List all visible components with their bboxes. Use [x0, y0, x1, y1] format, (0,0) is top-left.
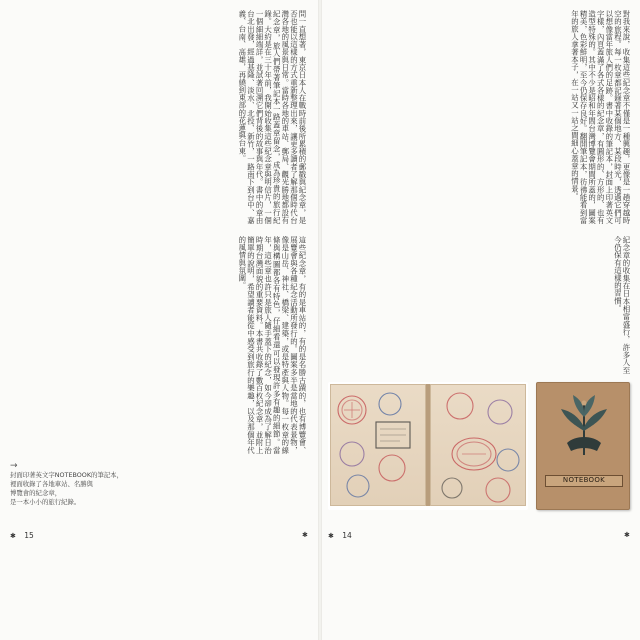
asterisk-icon: ✱	[328, 532, 334, 540]
page-number-text: 15	[24, 531, 34, 540]
caption-line: 封面印著英文字NOTEBOOK的筆記本，	[10, 471, 123, 479]
caption-line: 博覽會的紀念章，	[10, 489, 62, 497]
caption-line: 是一本小小的旅行紀錄。	[10, 498, 81, 506]
asterisk-icon: ✱	[302, 531, 308, 539]
left-body-text-lower: 這些紀念章，有的是車站的，有的是名勝古蹟的，也有博覽會、展覽會與各種紀念活動所發行的。圖案多半是當地的代表景物，像是山岳、神社、橋梁、建築，或是特產與人物。每一枚章的線條與構圖都各有特色，仔細看還可以發現許多有趣的細節。當年，這些章也許只是旅人隨手蓋下的紀念，如今卻成為了解日治時期台灣面貌的重要資料。本書共收錄了數百枚紀念章，並附上簡單的說明，希望讀者能從中感受到旅行的樂趣，以及那個年代的風情與氛圍。	[237, 236, 307, 454]
round-stamp	[379, 393, 401, 415]
caption-arrow-icon: →	[10, 461, 18, 471]
notebook-cover-photo	[536, 382, 630, 510]
right-page	[322, 0, 640, 640]
left-body-text-upper: 問一直想著，東京日本人在戰時前後所累積的郵戳與紀念章，是否也能以這樣的方式重新整理出來，讓更多讀者了解那個時代台灣各地的風景與日常。當時各地的車站、郵局、觀光勝地都設有紀念章，旅人們帶著筆記本一路蓋章留念，成為珍貴的旅行紀錄。大約是在三十年前，我開始收集這些紀念章與明信片，一個一個細細端詳，並試著回溯它們背後的故事與年代。書中的章由台北出發，經過基隆、淡水、北投、新竹，一路南下到台中、嘉義、台南、高雄，再繞到東部的花蓮與台東。	[237, 10, 307, 224]
page-number-text: 14	[342, 531, 352, 540]
round-stamp	[347, 475, 369, 497]
photo-caption	[10, 462, 140, 507]
round-stamp	[497, 449, 519, 471]
notebook-cover-text: NOTEBOOK	[562, 476, 606, 484]
right-body-text-upper: 對我來說，收集這些紀念章不僅是一種興趣，更像是一趟穿越時空的旅程。每一枚章都記錄著某個地方、某段時光，透過它們可以想像當年旅人們的足跡。書中收錄的筆記本，封面上印著英文字樣，內頁蓋滿了各式各樣的紀念章，有圓形的、方形的、也有造型特殊的。其中不少是昭和年間台灣博覽會期間所蓋的，圖案精美，色彩鮮明，至今仍保存良好。翻開筆記本，彷彿能看到當年的旅人拿著本子，在一站又一站之間細心蓋章的情景。	[570, 10, 631, 224]
round-stamp	[447, 393, 473, 419]
page-number-left	[10, 531, 34, 540]
round-stamp	[442, 478, 462, 498]
right-body-text-lower: 紀念章的收集在日本相當盛行，許多人至今仍保有這樣的習慣。	[613, 236, 631, 374]
stamps-illustration	[328, 382, 528, 510]
left-page	[0, 0, 318, 640]
round-stamp	[340, 442, 364, 466]
round-stamp	[488, 400, 512, 424]
round-stamp	[486, 478, 510, 502]
caption-line: 裡面收錄了各地車站、名勝與	[10, 480, 94, 488]
stamp-notebook-photo	[328, 382, 528, 510]
asterisk-icon: ✱	[624, 531, 630, 539]
asterisk-icon: ✱	[10, 532, 16, 540]
plant-ornament-icon	[557, 391, 611, 457]
page-number-right	[328, 531, 352, 540]
round-stamp	[379, 455, 405, 481]
